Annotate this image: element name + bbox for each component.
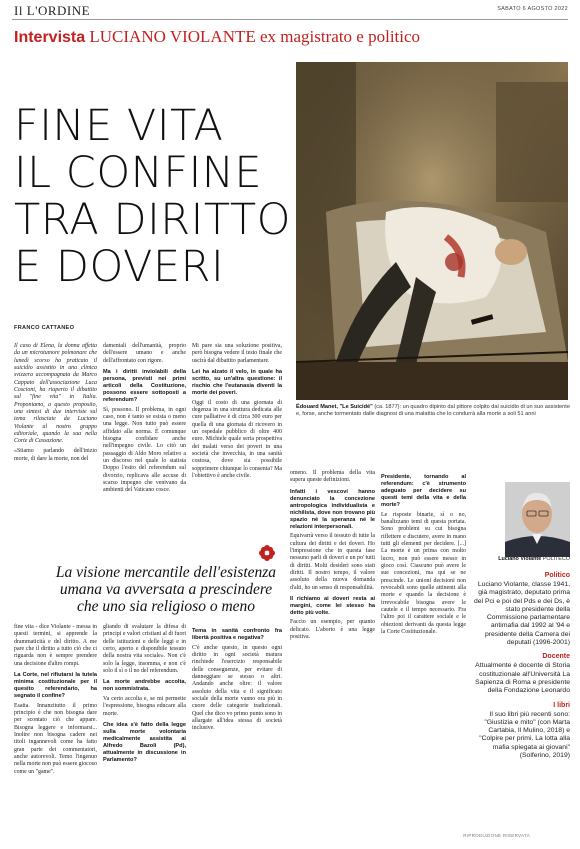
bio-section-docente: Docente bbox=[542, 653, 570, 661]
masthead-logo: Il L'ORDINE bbox=[14, 3, 91, 18]
article-paragraph: Sì, possono. Il problema, in ogni caso, non è tanto se esista o meno una legge. Non tutto può essere affidato alla norma. È comunque bisogna confidare anche nell'impegno civile. Lo citò un passaggio di Aldo Moro relativo a un discorso nel quale lo statista Doppo l'esito del referendum sul divorzio, replicava alle accuse di scarso impegno che venivano da ambienti del Vaticano cosce. bbox=[103, 406, 186, 494]
bio-box bbox=[470, 566, 570, 760]
article-paragraph: Faccio un esempio, per quanto delicato. L'aborto è una legge positiva. bbox=[290, 619, 375, 641]
bio-text-politico: Luciano Violante, classe 1941, già magistrato, deputato prima del Pci e poi del Pds e dei Ds, è stato presidente della Commissione parlamentare antimafia dal 1992 al '94 e presidente della Camera dei deputati (1996-2001) bbox=[474, 581, 570, 647]
article-column-2 bbox=[103, 343, 186, 497]
painting-image bbox=[296, 62, 568, 400]
interview-question: La Corte, nel rifiutarsi la tutela minima costituzionale per il quesito referendario, ha segnato il confine? bbox=[14, 672, 97, 700]
portrait-caption bbox=[470, 556, 570, 562]
article-column-3b bbox=[192, 624, 282, 735]
article-paragraph: C'è anche questo, in questo ogni diritto in ogni società matura rinchiede l'esercizio responsabile delle conseguenze, per evitare di danneggiare se stesso o altri. Andando anche oltre: il valore assoluto della vita e il significato sociale della morte vanno ora più in cuore delle categorie tradizionali. Quel che dico vo primo punto sono in allargate all'idea stessa di società inclusive. bbox=[192, 644, 282, 732]
bio-text-docente: Attualmente è docente di Storia costituzionale all'Università La Sapienza di Roma e presidente della Fondazione Leonardo bbox=[475, 662, 570, 695]
article-column-1 bbox=[14, 343, 97, 466]
interview-question: Presidente, tornando al referendum: c'è strumento adeguato per decidere su questi temi della vita e della morte? bbox=[381, 474, 466, 508]
interview-question: Lei ha alzato il velo, in quale ha scritto, su un'altra questione: il rischio che l'eutanasia diventi la morte dei poveri. bbox=[192, 369, 282, 397]
portrait-photo bbox=[505, 482, 570, 557]
bio-text-libri: Il suo libri più recenti sono: "Giustizia e mito" (con Marta Cartabia, Il Mulino, 2018) e "Colpire per primi. La lotta alla mafia spiegata ai giovani" (Solferino, 2019) bbox=[479, 710, 570, 760]
article-paragraph: Oggi il costo di una giornata di degenza in una struttura dedicata alle cure palliative è di circa 300 euro per quella di una giornata di ricovero in un ospedale pubblico di oltre 400 euro. Michiele quale seria prospettiva dei malati verso dei poveri in una società che invecchia, in una sanità costosa, dove sia possibile sopprimere chiunque lo consenta? Ma l'obiettivo è anche civile. bbox=[192, 399, 282, 479]
kicker bbox=[14, 27, 420, 48]
kicker-text: LUCIANO VIOLANTE ex magistrato e politico bbox=[89, 27, 421, 46]
article-column-4 bbox=[290, 470, 375, 644]
article-paragraph: Equivarrà verso il tessuto di tutte la cultura dei diritti e dei doveri. Ho l'impressione che in questa fase nessuno parli di doveri e un po' tutti di diritti. Molti desideri sono stati diritti. Il nostro tempo, il valore assoluto della nuova domanda d'alti, ho un senso di responsabilità. bbox=[290, 533, 375, 591]
article-column-3 bbox=[192, 343, 282, 483]
interview-question: Tema in sanità confronto fra libertà positiva e negativa? bbox=[192, 628, 282, 641]
flower-icon bbox=[258, 544, 276, 562]
headline-line: E DOVERI bbox=[14, 242, 225, 292]
portrait-credit: POLITECO bbox=[542, 556, 570, 562]
article-paragraph: «Stiamo parlando dell'inizio morte, di dare la morte, non del bbox=[14, 448, 97, 462]
interview-question: Infatti i vescovi hanno denunciato la concezione antropologica individualista e nichilista, dove non trovano più spazio né la speranza né le relazioni interpersonali. bbox=[290, 488, 375, 530]
interview-question: Il richiamo ai doveri resta ai margini, come lei stesso ha detto più volte. bbox=[290, 595, 375, 616]
bio-section-politico: Politico bbox=[544, 572, 570, 579]
article-paragraph: damentali dell'umanità, proprio dell'essere umano e anche dell'affrontato con rigore. bbox=[103, 343, 186, 364]
headline bbox=[14, 103, 294, 291]
caption-author: Édouard Manet, "Le Suicidé" bbox=[296, 404, 373, 410]
image-caption bbox=[296, 404, 570, 418]
kicker-label: Intervista bbox=[14, 29, 86, 46]
article-paragraph: gliando di svalutare la difesa di principi e valori cristiani al di fuori delle istituzioni e delle leggi e in certo, aperto e disponibile tessuto della nostra vita sociale». Non c'è solo la legge, insomma, e non c'è solo il sì o il no del referendum. bbox=[103, 624, 186, 675]
article-column-5 bbox=[381, 470, 466, 639]
pull-quote: La visione mercantile dell'esistenza umana va avversata a prescindere che uno sia religioso o meno bbox=[55, 564, 277, 615]
article-intro: Il caso di Elena, la donna affetta da un microtumore polmonare che lunedì scorso ha praticato il suicidio assistito in una clinica svizzera accompagnata da Marco Cappato dell'associazione Luca Coscioni, ha riaperto il dibattito sul "fine vita" in Italia. Proponiamo, a questo proposito, una sintesi di due interviste sul tema rilasciate da Luciano Violante al nostro gruppo editoriale, quando la sua nella Corte di Cassazione. bbox=[14, 343, 97, 445]
reproduction-notice: RIPRODUZIONE RISERVATA bbox=[463, 833, 530, 838]
interview-question: Ma i diritti inviolabili della persona, previsti nei primi articoli della Costituzione, possono essere sottoposti a referendum? bbox=[103, 369, 186, 404]
interview-question: La morte andrebbe accolta, non sommistrata. bbox=[103, 679, 186, 693]
byline: FRANCO CATTANEO bbox=[14, 325, 75, 331]
article-column-2b bbox=[103, 624, 186, 766]
article-paragraph: Le risposte binarie, sì o no, banalizzano temi di questa portata. Sono problemi su cui bisogna riflettere e discutere, avere in mano tutti gli elementi per decidere. [...] La morte è un prima con molto lucro, non può essere messo in gioco così. Ciascuno può avere le sue concezioni, ma qui se ne prescinde. Le unioni decisioni non revocabili sono quelle attinenti alla morte e quando la decisione è irrevocabile bisogna avere le cautele e il tempo necessario. Fra l'altro poi il carattere sociale e le obiezioni derivanti da questa legge la Corte Costituzionale. bbox=[381, 511, 466, 635]
article-paragraph: fine vita - dice Violante - messa in questi termini, si apprende la drammaticità e del diritto. A me pare che il diritto a tutto ciò che ci riguarda non è sempre prendere una decisione d'altro rompi. bbox=[14, 624, 97, 667]
article-column-1b bbox=[14, 624, 97, 779]
article-paragraph: Va certo accolta e, se mi permette l'espressione, bisogna educare alla morte. bbox=[103, 695, 186, 717]
issue-date: SABATO 6 AGOSTO 2022 bbox=[497, 6, 568, 12]
portrait-illustration bbox=[505, 482, 570, 557]
portrait-name: Luciano Violante bbox=[498, 556, 542, 562]
headline-line: TRA DIRITTO bbox=[14, 195, 291, 245]
article-paragraph: Mi pare sia una soluzione positiva, però bisogna vedere il testo finale che uscirà dal dibattito parlamentare. bbox=[192, 343, 282, 364]
headline-line: IL CONFINE bbox=[14, 148, 263, 198]
caption-text: (ca. 1877): un quadro dipinto dal pittore colpito dal suicidio di un suo assistente e, forse, anche tormentato dalle diagnosi di una malattia che lo condurrà alla morte a soli 51 anni bbox=[296, 404, 570, 418]
article-paragraph: Esatta. Innanzitutto il primo principio è che non bisogna dare per scontato ciò che appare. Bisogna leggere e informarsi... Inoltre non bisogna cadere nei titoli ingannevoli come ha fatto gran parte dei commentatori, anche autorevoli. Temo l'ingenuo nella morte non può essere giocoso come un "game". bbox=[14, 702, 97, 775]
headline-line: FINE VITA bbox=[14, 101, 224, 151]
manet-painting-illustration bbox=[296, 62, 568, 400]
bio-section-libri: I libri bbox=[553, 701, 570, 709]
interview-question: Che idea s'è fatto della legge sulla morte volontaria medicalmente assistita ai Alfredo Bazoli (Pd), attualmente in discussione in Parlamento? bbox=[103, 721, 186, 763]
top-rule bbox=[12, 19, 568, 20]
article-paragraph: omeno. Il problema della vita supera queste definizioni. bbox=[290, 470, 375, 484]
